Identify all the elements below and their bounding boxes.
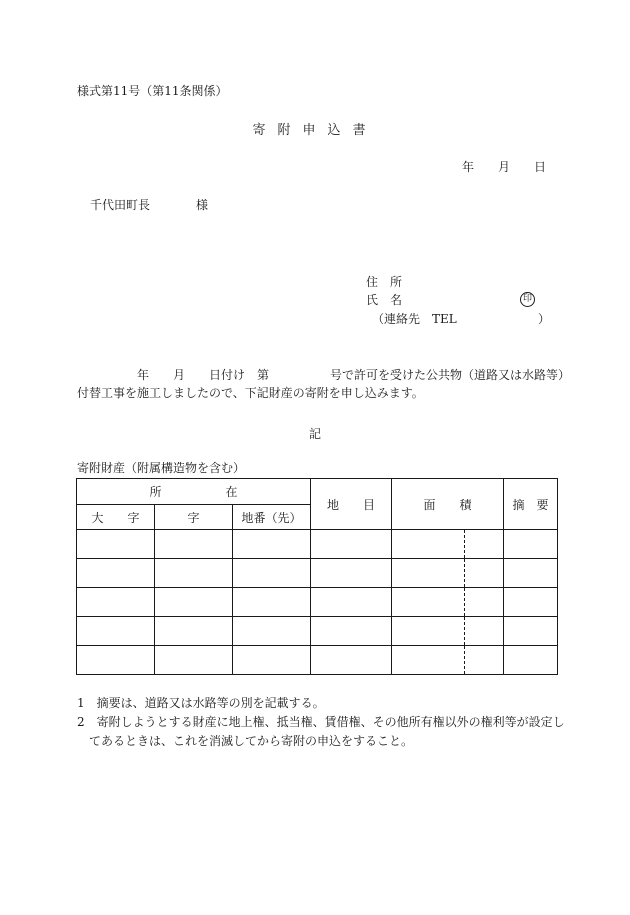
oaza-cell[interactable] [77,559,155,588]
area-header: 面 積 [392,479,504,530]
form-id: 様式第11号（第11条関係） [77,84,228,98]
note-2: 2 寄附しようとする財産に地上権、抵当権、賃借権、その他所有権以外の権利等が設定し [77,715,565,729]
chiban-cell[interactable] [233,617,311,646]
chiban-cell[interactable] [233,530,311,559]
aza-cell[interactable] [155,588,233,617]
area-cell[interactable] [392,588,504,617]
table-row [77,559,558,588]
seal-mark: 印 [520,292,535,307]
aza-cell[interactable] [155,617,233,646]
location-header-sho: 所 [149,485,162,499]
table-header-row [77,479,558,505]
oaza-cell[interactable] [77,530,155,559]
oaza-cell[interactable] [77,646,155,675]
land-type-cell[interactable] [311,559,392,588]
chiban-cell[interactable] [233,559,311,588]
area-divider [464,646,465,674]
recipient-name: 千代田町長 [90,198,151,212]
table-row [77,646,558,675]
land-type-cell[interactable] [311,530,392,559]
table-row [77,588,558,617]
aza-cell[interactable] [155,530,233,559]
area-cell[interactable] [392,646,504,675]
land-type-header: 地 目 [311,479,392,530]
land-type-cell[interactable] [311,646,392,675]
chiban-cell[interactable] [233,588,311,617]
oaza-cell[interactable] [77,588,155,617]
area-divider [464,559,465,587]
document-title: 寄附申込書 [252,123,378,138]
area-cell[interactable] [392,617,504,646]
note-1: 1 摘要は、道路又は水路等の別を記載する。 [77,696,325,710]
table-caption: 寄附財産（附属構造物を含む） [77,461,246,475]
body-month-label: 月 [173,368,186,382]
contact-close-paren: ） [538,312,551,326]
area-divider [464,588,465,616]
table-row [77,617,558,646]
oaza-cell[interactable] [77,617,155,646]
donation-property-table [76,478,558,675]
remarks-cell[interactable] [504,617,558,646]
address-label: 住 所 [366,275,403,289]
remarks-cell[interactable] [504,559,558,588]
chiban-cell[interactable] [233,646,311,675]
date-year-label: 年 [462,160,475,174]
area-divider [464,530,465,558]
location-header [77,479,311,505]
chiban-header: 地番（先） [233,505,311,530]
area-divider [464,617,465,645]
body-permit-text: 号で許可を受けた公共物（道路又は水路等） [330,368,571,382]
aza-header: 字 [155,505,233,530]
remarks-cell[interactable] [504,530,558,559]
aza-cell[interactable] [155,646,233,675]
date-month-label: 月 [498,160,511,174]
name-label: 氏 名 [366,293,403,307]
remarks-header: 摘 要 [504,479,558,530]
recipient-honorific: 様 [196,198,209,212]
body-line-2: 付替工事を施工しましたので、下記財産の寄附を申し込みます。 [77,386,424,400]
ki-heading: 記 [308,427,321,441]
location-header-zai: 在 [225,485,238,499]
remarks-cell[interactable] [504,588,558,617]
area-cell[interactable] [392,559,504,588]
oaza-header: 大 字 [77,505,155,530]
land-type-cell[interactable] [311,588,392,617]
land-type-cell[interactable] [311,617,392,646]
area-cell[interactable] [392,530,504,559]
table-row [77,530,558,559]
body-year-label: 年 [137,368,150,382]
body-date-suffix: 日付け 第 [209,368,270,382]
aza-cell[interactable] [155,559,233,588]
contact-tel-label: （連絡先 TEL [372,312,457,326]
note-2-continued: てあるときは、これを消滅してから寄附の申込をすること。 [77,734,414,748]
remarks-cell[interactable] [504,646,558,675]
date-day-label: 日 [534,160,547,174]
